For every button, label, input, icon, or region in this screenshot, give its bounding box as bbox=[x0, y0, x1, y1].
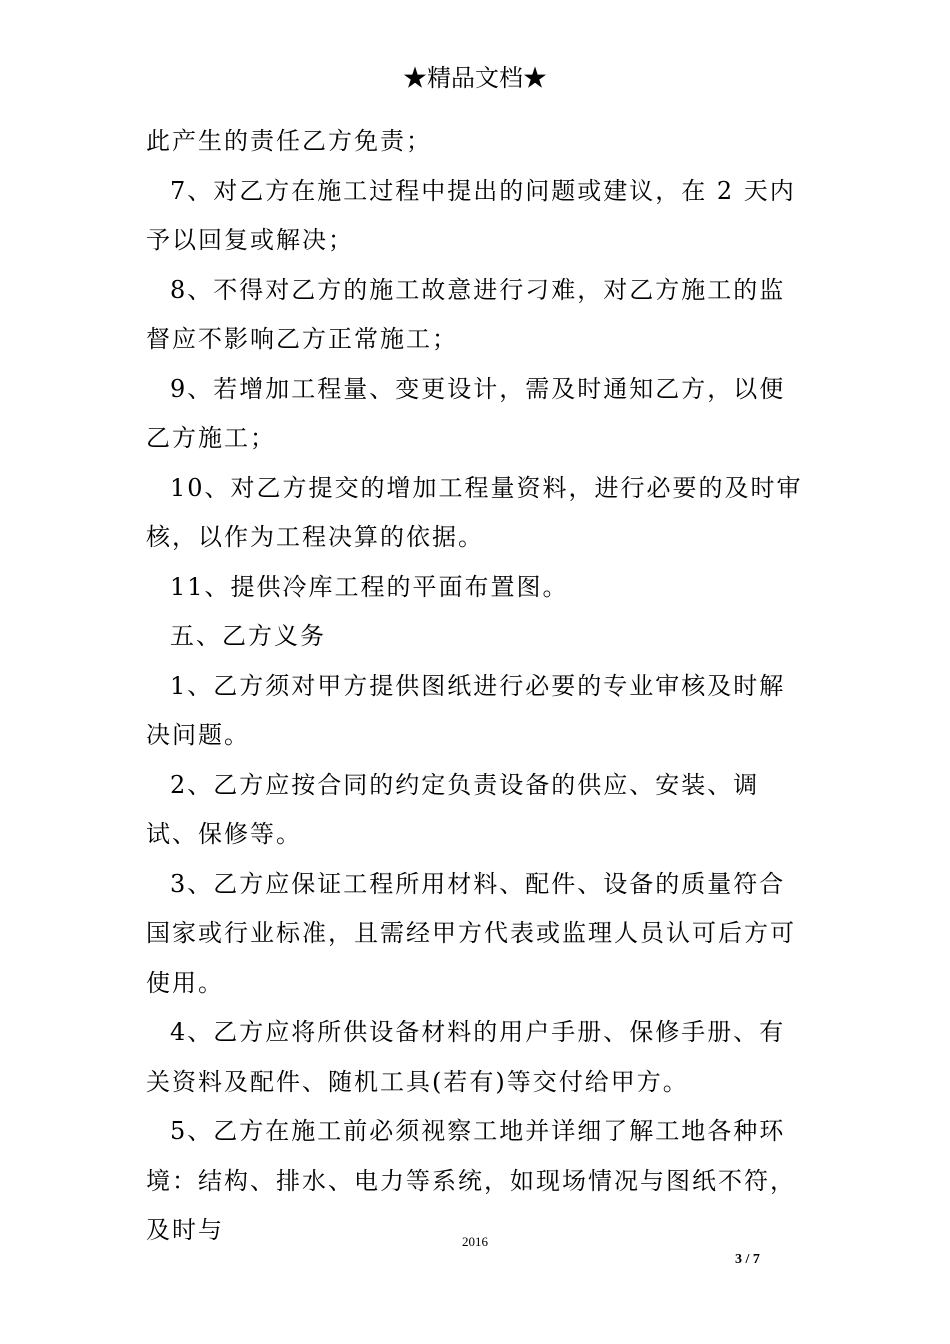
paragraph: 2、乙方应按合同的约定负责设备的供应、安装、调试、保修等。 bbox=[146, 770, 760, 848]
paragraph: 3、乙方应保证工程所用材料、配件、设备的质量符合国家或行业标准，且需经甲方代表或监理人员认可后方可使用。 bbox=[146, 869, 796, 997]
paragraph: 10、对乙方提交的增加工程量资料，进行必要的及时审核，以作为工程决算的依据。 bbox=[146, 473, 803, 551]
paragraph: 1、乙方须对甲方提供图纸进行必要的专业审核及时解决问题。 bbox=[146, 671, 786, 749]
page-header-title: ★精品文档★ bbox=[403, 64, 547, 92]
page-number: 3 / 7 bbox=[735, 1252, 760, 1267]
paragraph: 4、乙方应将所供设备材料的用户手册、保修手册、有关资料及配件、随机工具(若有)等交付给甲方。 bbox=[146, 1018, 786, 1096]
paragraph: 11、提供冷库工程的平面布置图。 bbox=[170, 572, 569, 601]
document-body bbox=[146, 117, 806, 1256]
paragraph: 8、不得对乙方的施工故意进行刁难，对乙方施工的监督应不影响乙方正常施工； bbox=[146, 275, 786, 353]
paragraph: 7、对乙方在施工过程中提出的问题或建议，在 2 天内予以回复或解决； bbox=[146, 176, 796, 254]
paragraph: 9、若增加工程量、变更设计，需及时通知乙方，以便乙方施工； bbox=[146, 374, 786, 452]
paragraph: 此产生的责任乙方免责； bbox=[146, 127, 432, 155]
paragraph: 5、乙方在施工前必须视察工地并详细了解工地各种环境：结构、排水、电力等系统，如现场情况与图纸不符，及时与 bbox=[146, 1117, 796, 1244]
footer-year: 2016 bbox=[462, 1234, 488, 1249]
section-heading: 五、乙方义务 bbox=[170, 622, 326, 650]
